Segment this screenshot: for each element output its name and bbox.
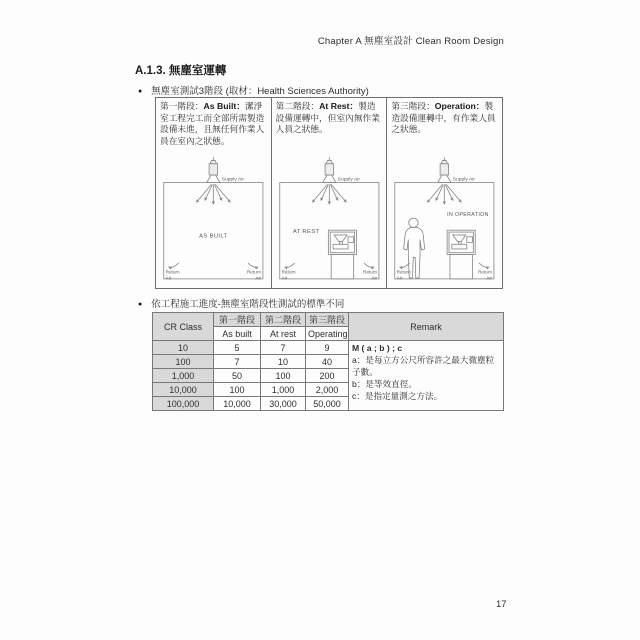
panel-at-rest-text [276, 101, 383, 136]
svg-text:Air: Air [281, 275, 287, 281]
table-cell: 7 [214, 355, 261, 369]
panel-as-built-text [160, 101, 267, 148]
svg-text:Return: Return [396, 269, 411, 275]
as-built-diagram [160, 152, 267, 286]
panel-operation-text [391, 101, 498, 136]
svg-text:Return: Return [478, 269, 493, 275]
table-cell: 2,000 [306, 383, 349, 397]
stage-panels [155, 97, 503, 289]
return-air-right-icon [478, 263, 492, 280]
stage-name: As Built： [203, 101, 245, 111]
airflow-arrows-icon [312, 184, 346, 204]
airflow-arrows-icon [196, 184, 230, 204]
stage-label: 第三階段： [391, 101, 435, 111]
running-header: Chapter A 無塵室設計 Clean Room Design [317, 36, 504, 47]
header-cr-class: CR Class [153, 313, 214, 341]
airflow-arrows-icon [428, 184, 462, 204]
svg-text:Air: Air [396, 275, 403, 281]
supply-air-label: Supply Air [453, 177, 476, 183]
svg-text:Air: Air [371, 275, 377, 281]
table-cell: 1,000 [153, 369, 214, 383]
panel-as-built [155, 97, 272, 289]
header-as-built: As built [214, 327, 261, 341]
return-air-left-icon [166, 263, 180, 280]
bullet-icon: ● [138, 88, 143, 95]
stage-label: 第一階段： [160, 101, 204, 111]
stage-name: At Rest： [319, 101, 359, 111]
table-cell: 30,000 [261, 397, 306, 411]
equipment-icon [447, 230, 475, 279]
page-number: 17 [496, 599, 507, 610]
table-cell: 100 [153, 355, 214, 369]
in-operation-diagram [391, 152, 498, 286]
equipment-icon [328, 230, 356, 279]
supply-air-label: Supply Air [337, 177, 360, 183]
remark-line: a：是每立方公尺所容許之最大微塵粒子數。 [352, 355, 495, 378]
table-cell: 10 [153, 341, 214, 355]
section-title: A.1.3. 無塵室運轉 [135, 65, 227, 77]
remark-line: b：是等效直徑。 [352, 379, 417, 390]
header-at-rest: At rest [261, 327, 306, 341]
table-cell: 100 [261, 369, 306, 383]
table-header-row-1 [153, 313, 504, 327]
svg-text:Return: Return [281, 269, 296, 275]
remark-cell [349, 341, 504, 411]
svg-text:Return: Return [247, 269, 262, 275]
return-air-right-icon [247, 263, 261, 280]
bullet-test-stages-label: 無塵室測試3階段 (取材：Health Sciences Authority) [151, 86, 369, 97]
remark-line: M ( a ; b ) ; c [352, 343, 403, 353]
table-cell: 10,000 [214, 397, 261, 411]
table-cell: 9 [306, 341, 349, 355]
cr-class-table [152, 312, 504, 411]
room-state-label: AS BUILT [199, 233, 228, 240]
return-air-left-icon [281, 263, 295, 280]
header-stage-1: 第一階段 [214, 313, 261, 327]
svg-text:Air: Air [486, 275, 493, 281]
header-operating: Operating [306, 327, 349, 341]
panel-at-rest [272, 97, 388, 289]
table-cell: 40 [306, 355, 349, 369]
stage-desc: 製造設備運轉中，有作業人員之狀態。 [391, 101, 496, 135]
svg-text:Return: Return [362, 269, 377, 275]
at-rest-diagram [276, 152, 383, 286]
table-cell: 50,000 [306, 397, 349, 411]
supply-air-unit-icon [207, 157, 220, 182]
table-cell: 50 [214, 369, 261, 383]
remark-line: c：是指定量測之方法。 [352, 391, 443, 402]
table-row [153, 341, 504, 355]
header-stage-2: 第二階段 [261, 313, 306, 327]
bullet-test-stages [138, 83, 369, 97]
stage-name: Operation： [434, 101, 485, 111]
table-cell: 5 [214, 341, 261, 355]
room-state-label: AT REST [292, 229, 320, 236]
bullet-standards [138, 296, 344, 310]
table-cell: 10,000 [153, 383, 214, 397]
bullet-standards-label: 依工程施工進度-無塵室階段性測試的標準不同 [151, 299, 345, 310]
header-stage-3: 第三階段 [306, 313, 349, 327]
room-state-label: IN OPERATION [447, 212, 490, 219]
return-air-right-icon [363, 263, 377, 280]
supply-air-unit-icon [438, 157, 451, 182]
table-cell: 1,000 [261, 383, 306, 397]
table-cell: 10 [261, 355, 306, 369]
svg-text:Air: Air [255, 275, 262, 281]
stage-desc: 潔淨室工程完工而全部所需製造設備未進，且無任何作業人員在室內之狀態。 [160, 101, 265, 146]
svg-text:Air: Air [165, 275, 172, 281]
table-cell: 7 [261, 341, 306, 355]
header-remark: Remark [349, 313, 504, 341]
panel-operation [387, 97, 503, 289]
stage-label: 第二階段： [275, 101, 320, 111]
table-cell: 100 [214, 383, 261, 397]
table-cell: 100,000 [153, 397, 214, 411]
stage-desc: 製造設備運轉中，但室內無作業人員之狀態。 [275, 101, 380, 135]
svg-text:Return: Return [165, 269, 180, 275]
supply-air-label: Supply Air [221, 177, 244, 183]
supply-air-unit-icon [322, 157, 335, 182]
bullet-icon: ● [138, 301, 143, 308]
table-cell: 200 [306, 369, 349, 383]
